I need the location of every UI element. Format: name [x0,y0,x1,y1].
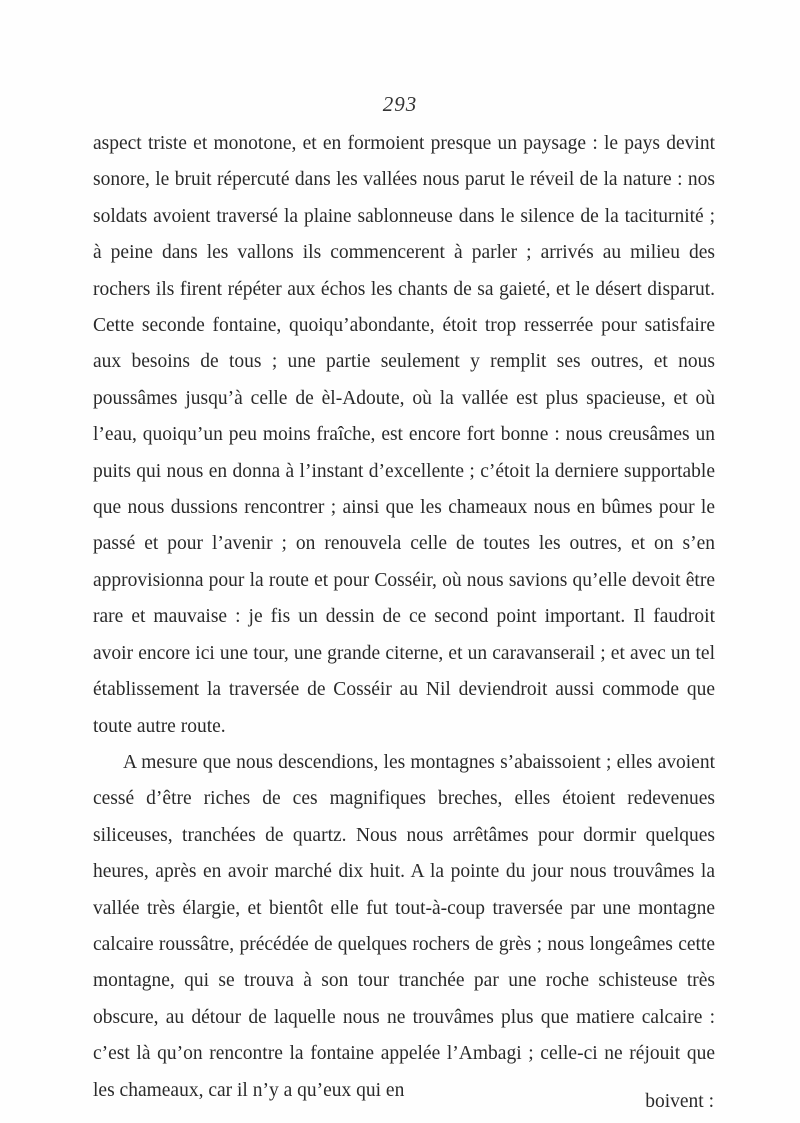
page-number: 293 [382,92,418,116]
body-text [93,126,715,1109]
paragraph-1: aspect triste et monotone, et en formoient presque un paysage : le pays devint sonore, le bruit répercuté dans les vallées nous parut le réveil de la nature : nos soldats avoient traversé la plaine sablonneuse dans le silence de la taciturnité ; à peine dans les vallons ils commencerent à parler ; arrivés au milieu des rochers ils firent répéter aux échos les chants de sa gaieté, et le désert disparut. Cette seconde fontaine, quoiqu’abondante, étoit trop resserrée pour satisfaire aux besoins de tous ; une partie seulement y remplit ses outres, et nous poussâmes jusqu’à celle de èl-Adoute, où la vallée est plus spacieuse, et où l’eau, quoiqu’un peu moins fraîche, est encore fort bonne : nous creusâmes un puits qui nous en donna à l’instant d’excellente ; c’étoit la derniere supportable que nous dussions rencontrer ; ainsi que les chameaux nous en bûmes pour le passé et pour l’avenir ; on renouvela celle de toutes les outres, et on s’en approvisionna pour la route et pour Cosséir, où nous savions qu’elle devoit être rare et mauvaise : je fis un dessin de ce second point important. Il faudroit avoir encore ici une tour, une grande citerne, et un caravanserail ; et avec un tel établissement la traversée de Cosséir au Nil deviendroit aussi commode que toute autre route. [93,133,715,737]
catchword: boivent : [645,1091,714,1112]
paragraph-2: A mesure que nous descendions, les montagnes s’abaissoient ; elles avoient cessé d’être riches de ces magnifiques breches, elles étoient redevenues siliceuses, tranchées de quartz. Nous nous arrêtâmes pour dormir quelques heures, après en avoir marché dix huit. A la pointe du jour nous trouvâmes la vallée très élargie, et bientôt elle fut tout-à-coup traversée par une montagne calcaire roussâtre, précédée de quelques rochers de grès ; nous longeâmes cette montagne, qui se trouva à son tour tranchée par une roche schisteuse très obscure, au détour de laquelle nous ne trouvâmes plus que matiere calcaire : c’est là qu’on rencontre la fontaine appelée l’Ambagi ; celle-ci ne réjouit que les chameaux, car il n’y a qu’eux qui en [93,751,715,1101]
